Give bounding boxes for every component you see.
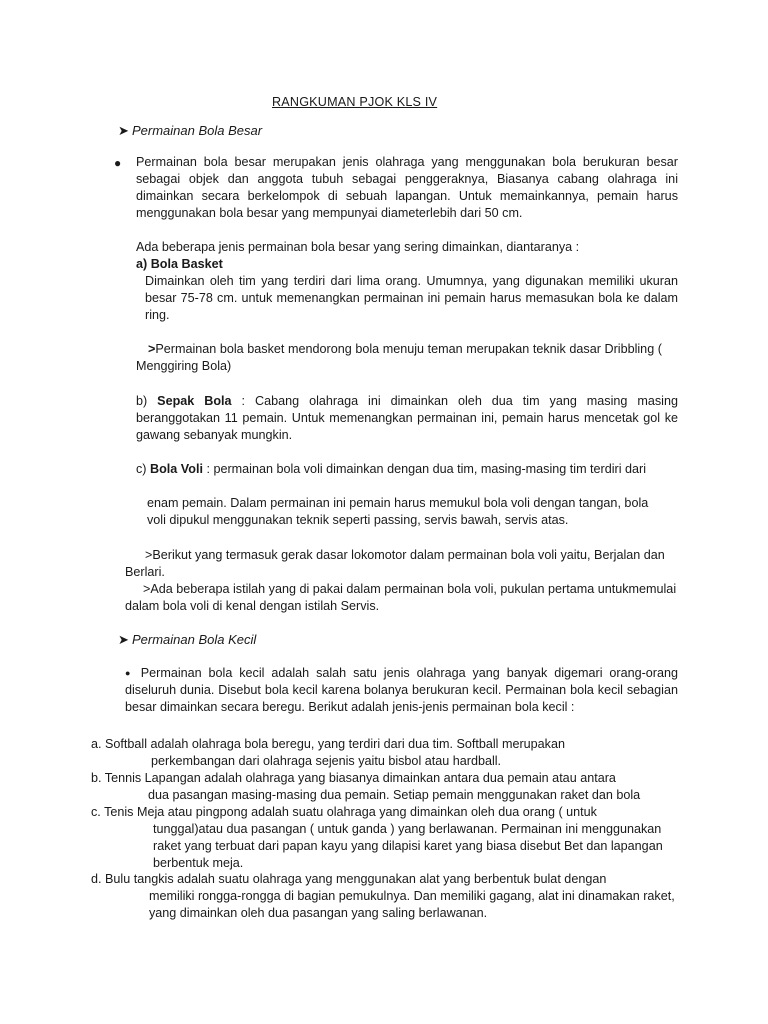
list-item-continuation: tunggal)atau dua pasangan ( untuk ganda ) yang berlawanan. Permainan ini menggunakan xyxy=(153,822,662,836)
bola-voli-line: c) Bola Voli : permainan bola voli dimainkan dengan dua tim, masing-masing tim terdiri dari xyxy=(136,462,647,476)
basket-note: >Permainan bola basket mendorong bola menuju teman merupakan teknik dasar Dribbling ( Menggiring Bola) xyxy=(136,342,662,373)
sepak-bola-paragraph: b) Sepak Bola : Cabang olahraga ini dimainkan oleh dua tim yang masing masing beranggotakan 11 pemain. Untuk memenangkan permainan ini, pemain harus mencetak gol ke gawang sebanyak mungkin. xyxy=(136,394,678,442)
list-item: d. Bulu tangkis adalah suatu olahraga yang menggunakan alat yang berbentuk bulat dengan xyxy=(91,872,607,886)
list-item-continuation: yang dimainkan oleh dua pasangan yang saling berlawanan. xyxy=(149,906,488,920)
voli-note-1: >Berikut yang termasuk gerak dasar lokomotor dalam permainan bola voli yaitu, Berjalan dan Berlari. xyxy=(125,548,665,579)
arrow-bullet-icon: ➤ xyxy=(118,123,129,138)
types-intro: Ada beberapa jenis permainan bola besar yang sering dimainkan, diantaranya : xyxy=(136,240,580,254)
section-heading-text: Permainan Bola Besar xyxy=(132,123,263,138)
bola-voli-paragraph: enam pemain. Dalam permainan ini pemain harus memukul bola voli dengan tangan, bola voli dipukul menggunakan teknik seperti passing, servis bawah, servis atas. xyxy=(147,496,649,527)
section-heading-bola-kecil xyxy=(118,631,256,648)
page-title: RANGKUMAN PJOK KLS IV xyxy=(272,95,438,109)
list-item: b. Tennis Lapangan adalah olahraga yang biasanya dimainkan antara dua pemain atau antara xyxy=(91,771,616,785)
section-heading-text: Permainan Bola Kecil xyxy=(132,632,257,647)
bola-kecil-intro: ● Permainan bola kecil adalah salah satu jenis olahraga yang banyak digemari orang-orang diseluruh dunia. Disebut bola kecil karena bolanya berukuran kecil. Permainan bola kecil sebagian besar dimainkan secara beregu. Berikut adalah jenis-jenis permainan bola kecil : xyxy=(125,666,679,714)
arrow-bullet-icon: ➤ xyxy=(118,632,129,647)
voli-note-2: >Ada beberapa istilah yang di pakai dalam permainan bola voli, pukulan pertama untukmemulai dalam bola voli di kenal dengan istilah Servis. xyxy=(125,582,677,613)
intro-paragraph: Permainan bola besar merupakan jenis olahraga yang menggunakan bola berukuran besar sebagai objek dan anggota tubuh sebagai penggeraknya, Biasanya cabang olahraga ini dimainkan secara berkelompok di sebuah lapangan. Untuk memainkannya, pemain harus menggunakan bola besar yang mempunyai diameterlebih dari 50 cm. xyxy=(136,155,678,220)
list-item: c. Tenis Meja atau pingpong adalah suatu olahraga yang dimainkan oleh dua orang ( untuk xyxy=(91,805,597,819)
list-item-continuation: perkembangan dari olahraga sejenis yaitu bisbol atau hardball. xyxy=(151,754,502,768)
bullet-dot-icon: ● xyxy=(114,156,122,170)
basket-paragraph: Dimainkan oleh tim yang terdiri dari lima orang. Umumnya, yang digunakan memiliki ukuran besar 75-78 cm. untuk memenangkan permainan ini pemain harus memasukan bola ke dalam ring. xyxy=(145,274,678,322)
list-item-continuation: memiliki rongga-rongga di bagian pemukulnya. Dan memiliki gagang, alat ini dinamakan raket, xyxy=(149,889,675,903)
list-item-continuation: dua pasangan masing-masing dua pemain. Setiap pemain menggunakan raket dan bola xyxy=(148,788,641,802)
basket-label: a) Bola Basket xyxy=(136,257,223,271)
bullet-dot-icon: ● xyxy=(125,668,134,678)
list-item-continuation: raket yang terbuat dari papan kayu yang dilapisi karet yang biasa disebut Bet dan lapangan xyxy=(153,839,663,853)
section-heading-bola-besar xyxy=(118,122,262,139)
list-item: a. Softball adalah olahraga bola beregu, yang terdiri dari dua tim. Softball merupakan xyxy=(91,737,565,751)
list-item-continuation: berbentuk meja. xyxy=(153,856,244,870)
